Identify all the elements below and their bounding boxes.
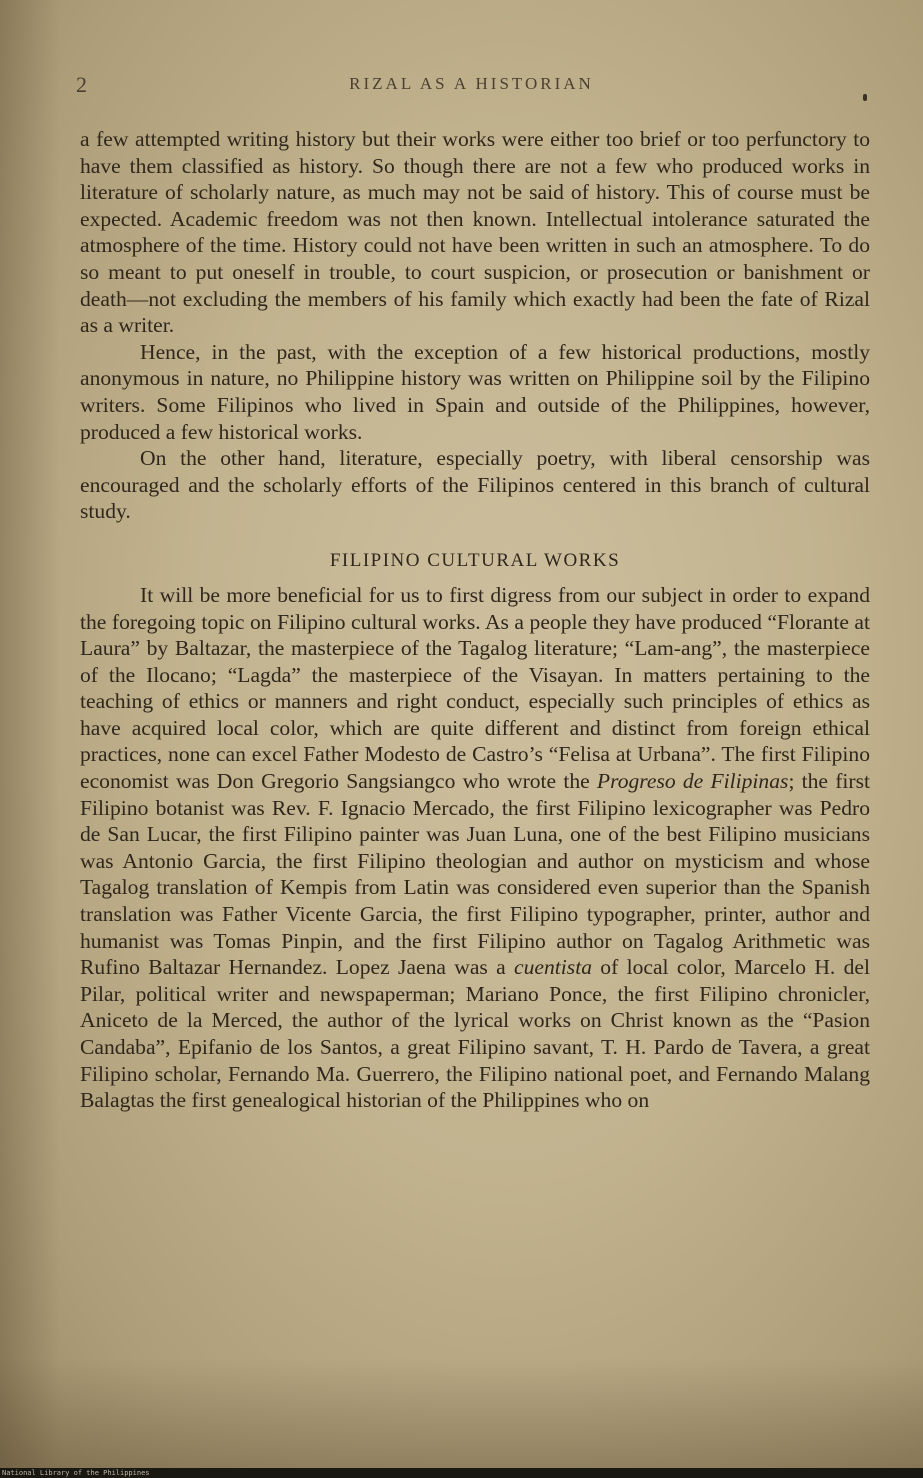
body-text [80,126,870,1114]
paragraph-4-part-c: of local color, Marcelo H. del Pilar, political writer and newspaperman; Mariano Ponce, the first Filipino chronicler, Aniceto de la Merced, the author of the lyrical works on Christ known as the “Pasion Candaba”, Epifanio de los Santos, a great Filipino savant, T. H. Pardo de Tavera, a great Filipino scholar, Fernando Ma. Guerrero, the Filipino national poet, and Fernando Malang Balagtas the first genealogical historian of the Philippines who on [80,955,870,1113]
paragraph-1: a few attempted writing history but their works were either too brief or too perfunctory to have them classified as history. So though there are not a few who produced works in literature of scholarly nature, as much may not be said of history. This of course must be expected. Academic freedom was not then known. Intellectual intolerance saturated the atmosphere of the time. History could not have been written in such an atmosphere. To do so meant to put oneself in trouble, to court suspicion, or prosecution or banishment or death—not excluding the members of his family which exactly had been the fate of Rizal as a writer. [80,127,870,338]
paragraph-4-part-b: ; the first Filipino botanist was Rev. F. Ignacio Mercado, the first Filipino lexicographer was Pedro de San Lucar, the first Filipino painter was Juan Luna, one of the best Filipino musicians was Antonio Garcia, the first Filipino theologian and author on mysticism and whose Tagalog translation of Kempis from Latin was considered even superior than the Spanish translation was Father Vicente Garcia, the first Filipino typographer, printer, author and humanist was Tomas Pinpin, and the first Filipino author on Tagalog Arithmetic was Rufino Baltazar Hernandez. Lopez Jaena was a [80,769,870,980]
paragraph-2: Hence, in the past, with the exception of a few historical productions, mostly anonymous in nature, no Philippine history was written on Philippine soil by the Filipino writers. Some Filipinos who lived in Spain and outside of the Philippines, however, produced a few historical works. [80,339,870,444]
library-credit: National Library of the Philippines [2,1469,150,1477]
section-heading: FILIPINO CULTURAL WORKS [329,549,621,571]
paragraph-3: On the other hand, literature, especially poetry, with liberal censorship was encouraged and the scholarly efforts of the Filipinos centered in this branch of cultural study. [80,446,870,524]
italic-word-cuentista: cuentista [514,955,592,980]
page-header [76,72,867,96]
page-number: 2 [76,72,87,97]
paragraph-4-part-a: It will be more beneficial for us to first digress from our subject in order to expand the foregoing topic on Filipino cultural works. As a people they have produced “Florante at Laura” by Baltazar, the masterpiece of the Tagalog literature; “Lam-ang”, the masterpiece of the Ilocano; “Lagda” the masterpiece of the Visayan. In matters pertaining to the teaching of ethics or manners and right conduct, especially such principles of ethics as have acquired local color, which are quite different and distinct from foreign ethical practices, none can excel Father Modesto de Castro’s “Felisa at Urbana”. The first Filipino economist was Don Gregorio Sangsiangco who wrote the [80,582,870,794]
footer-strip [0,1468,923,1478]
italic-title-progreso: Progreso de Filipinas [596,769,789,794]
paragraph-4 [80,582,870,1114]
running-head: RIZAL AS A HISTORIAN [349,74,594,93]
